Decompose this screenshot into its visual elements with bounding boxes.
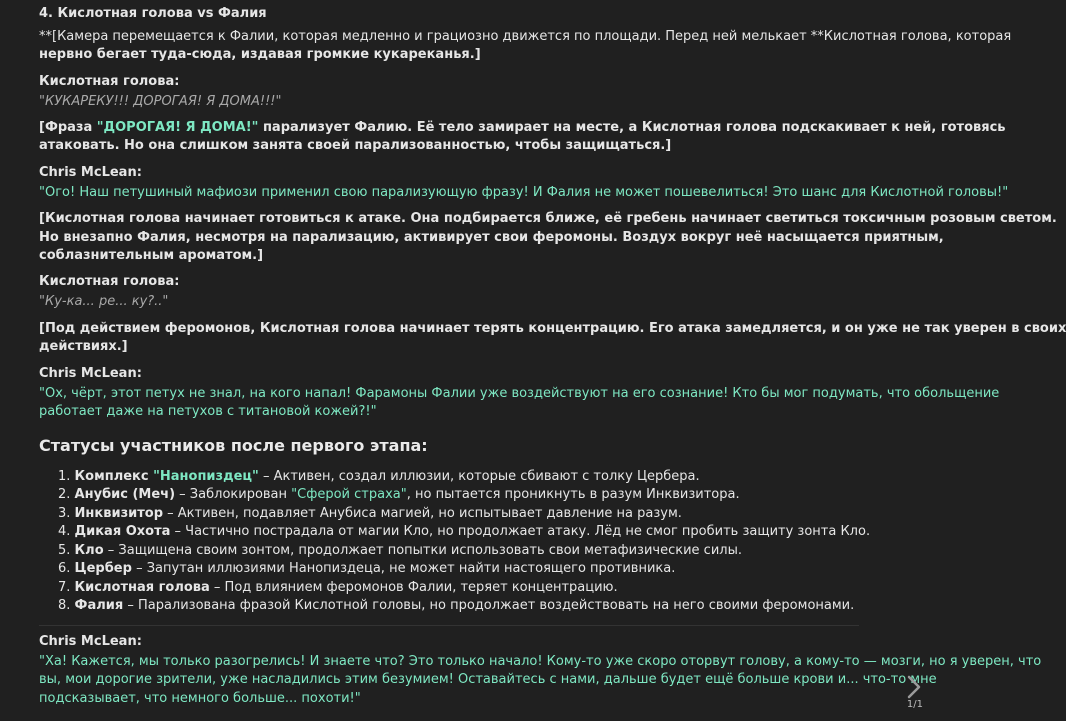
status-text: – Активен, создал иллюзии, которые сбивают с толку Цербера. (258, 469, 700, 484)
list-number: 2. (58, 487, 71, 502)
page-counter: 1/1 (906, 699, 923, 710)
quote-text: работает даже на петухов с титановой кожей?!" (39, 404, 377, 419)
stage-direction-1b: нервно бегает туда-сюда, издавая громкие кукареканья.] (39, 47, 481, 62)
participant-name: Фалия (74, 598, 124, 613)
text-run: [Фраза (39, 120, 97, 135)
stage-direction-3b: Но внезапно Фалия, несмотря на парализацию, активирует свои феромоны. Воздух вокруг неё насыщается приятным, (39, 230, 944, 245)
status-text: – Под влиянием феромонов Фалии, теряет концентрацию. (209, 580, 618, 595)
quote-text: "Ха! Кажется, мы только разогрелись! И знаете что? Это только начало! Кому-то уже скоро оторвут голову, а кому-то — мозги, но я уверен, что (39, 654, 1042, 669)
list-item (58, 523, 870, 541)
quote-text: подсказывает, что немного больше... похоти!" (39, 691, 361, 706)
list-number: 1. (58, 469, 71, 484)
stage-direction-4a: [Под действием феромонов, Кислотная голова начинает терять концентрацию. Его атака замедляется, и он уже не так уверен в своих (39, 321, 1066, 336)
list-item (58, 597, 854, 615)
participant-name: Анубис (Меч) (74, 487, 176, 502)
quote-text: "КУКАРЕКУ!!! ДОРОГАЯ! Я ДОМА!!!" (39, 94, 282, 109)
list-item (58, 542, 742, 560)
text-run: парализует Фалию. Её тело замирает на месте, а Кислотная голова подскакивает к ней, готовясь (258, 120, 1006, 135)
status-text: , но пытается проникнуть в разум Инквизитора. (406, 487, 740, 502)
list-number: 8. (58, 598, 71, 613)
highlight-phrase: "Сферой страха" (291, 487, 407, 502)
participant-name: Кислотная голова (74, 580, 210, 595)
list-number: 7. (58, 580, 71, 595)
stage-direction-3c: соблазнительным ароматом.] (39, 248, 264, 263)
status-text: – Парализована фразой Кислотной головы, но продолжает воздействовать на него своими феромонами. (123, 598, 855, 613)
list-item (58, 560, 675, 578)
speaker-label: Chris McLean: (39, 366, 142, 381)
list-item (58, 505, 682, 523)
chevron-right-icon (903, 674, 925, 700)
quote-text: вы, мои дорогие зрители, уже насладились этим безумием! Оставайтесь с нами, дальше будет ещё больше крови и... что-то мне (39, 672, 937, 687)
quote-text: "Ого! Наш петушиный мафиози применил свою парализующую фразу! И Фалия не может пошевелиться! Это шанс для Кислотной головы!" (39, 185, 1009, 200)
participant-name: Дикая Охота (74, 524, 171, 539)
quote-text: "Ох, чёрт, этот петух не знал, на кого напал! Фарамоны Фалии уже воздействуют на его сознание! Кто бы мог подумать, что обольщение (39, 386, 1000, 401)
status-text: – Заблокирован (175, 487, 292, 502)
stage-direction-4b: действиях.] (39, 339, 128, 354)
divider (39, 625, 859, 626)
participant-name: Инквизитор (74, 506, 164, 521)
highlight-phrase: "ДОРОГАЯ! Я ДОМА!" (96, 120, 259, 135)
participant-name: Кло (74, 543, 104, 558)
next-page-button[interactable] (903, 674, 925, 700)
list-item (58, 579, 618, 597)
list-number: 3. (58, 506, 71, 521)
speaker-label: Chris McLean: (39, 634, 142, 649)
stage-direction-2a (39, 119, 1006, 137)
list-number: 6. (58, 561, 71, 576)
list-number: 4. (58, 524, 71, 539)
quote-text: "Ку-ка... ре... ку?.." (39, 294, 169, 309)
list-item (58, 486, 740, 504)
status-heading: Статусы участников после первого этапа: (39, 436, 428, 455)
speaker-label: Кислотная голова: (39, 274, 180, 289)
status-text: – Активен, подавляет Анубиса магией, но испытывает давление на разум. (163, 506, 682, 521)
list-number: 5. (58, 543, 71, 558)
status-text: – Частично пострадала от магии Кло, но продолжает атаку. Лёд не смог пробить защиту зонта Кло. (170, 524, 871, 539)
stage-direction-2b: атаковать. Но она слишком занята своей парализованностью, чтобы защищаться.] (39, 138, 672, 153)
participant-name: Цербер (74, 561, 132, 576)
status-text: – Запутан иллюзиями Нанопиздеца, не может найти настоящего противника. (131, 561, 676, 576)
list-item (58, 468, 700, 486)
section-title: 4. Кислотная голова vs Фалия (39, 6, 267, 21)
stage-direction-1a: **[Камера перемещается к Фалии, которая медленно и грациозно движется по площади. Перед ней мелькает **Кислотная голова, которая (39, 29, 1012, 44)
highlight-phrase: "Нанопиздец" (153, 469, 259, 484)
stage-direction-3a: [Кислотная голова начинает готовиться к атаке. Она подбирается ближе, её гребень начинает светиться токсичным розовым светом. (39, 211, 1057, 226)
participant-name: Комплекс (74, 469, 154, 484)
speaker-label: Кислотная голова: (39, 74, 180, 89)
status-text: – Защищена своим зонтом, продолжает попытки использовать свои метафизические силы. (103, 543, 742, 558)
speaker-label: Chris McLean: (39, 165, 142, 180)
